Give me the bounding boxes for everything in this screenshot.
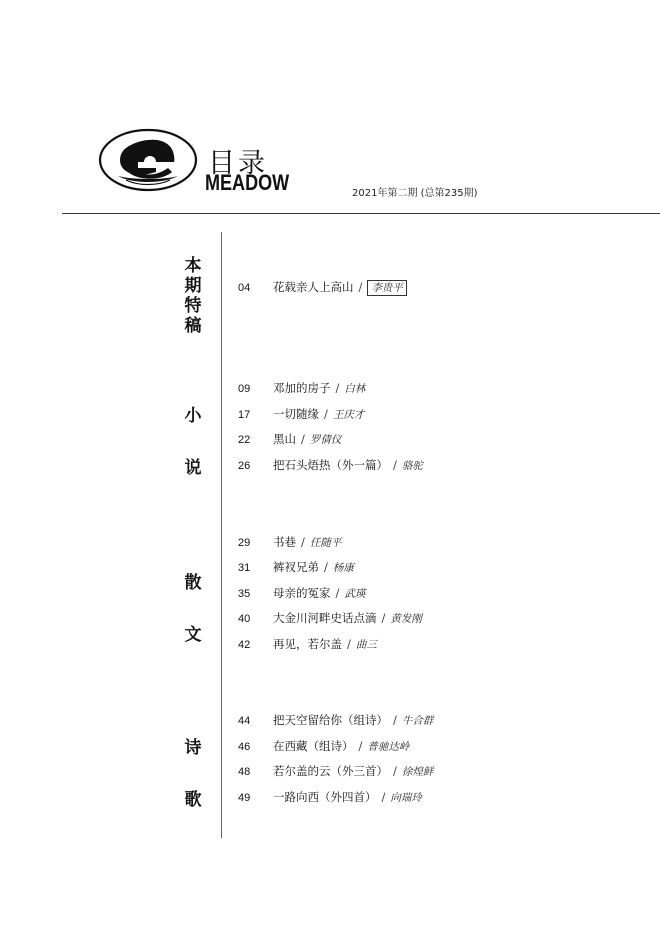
section-label-poetry: 诗 歌 bbox=[184, 738, 202, 810]
page-number: 26 bbox=[238, 460, 251, 472]
toc-entry[interactable]: 26 把石头焐热（外一篇） / 骆驼 bbox=[238, 456, 423, 474]
entry-title: 若尔盖的云（外三首） bbox=[273, 764, 388, 778]
toc-entry[interactable]: 04 花载亲人上高山 / 李贵平 bbox=[238, 278, 407, 296]
entry-author: 牛合群 bbox=[401, 715, 434, 727]
entry-author: 罗倩仪 bbox=[309, 434, 342, 446]
toc-entry[interactable]: 46 在西藏（组诗） / 普驰达岭 bbox=[238, 737, 409, 755]
page-number: 46 bbox=[238, 741, 251, 753]
page-number: 31 bbox=[238, 562, 251, 574]
toc-entry[interactable]: 17 一切随缘 / 王庆才 bbox=[238, 405, 364, 423]
toc-entry[interactable]: 40 大金川河畔史话点滴 / 黄发刚 bbox=[238, 609, 422, 627]
entry-title: 再见，若尔盖 bbox=[273, 637, 342, 651]
entry-title: 一路向西（外四首） bbox=[273, 790, 377, 804]
toc-entry[interactable]: 29 书巷 / 任随平 bbox=[238, 533, 341, 551]
entry-title: 书巷 bbox=[273, 535, 296, 549]
entry-author: 曲三 bbox=[355, 639, 377, 651]
toc-entry[interactable]: 22 黑山 / 罗倩仪 bbox=[238, 430, 341, 448]
toc-entry[interactable]: 31 裤衩兄弟 / 杨康 bbox=[238, 558, 354, 576]
entry-author: 武瑛 bbox=[344, 588, 366, 600]
page-number: 44 bbox=[238, 715, 251, 727]
page-number: 40 bbox=[238, 613, 251, 625]
entry-author: 骆驼 bbox=[401, 460, 423, 472]
section-label-fiction: 小 说 bbox=[184, 406, 202, 478]
page-number: 35 bbox=[238, 588, 251, 600]
column-divider bbox=[221, 232, 222, 838]
entry-title: 邓加的房子 bbox=[273, 381, 331, 395]
toc-entry[interactable]: 42 再见，若尔盖 / 曲三 bbox=[238, 635, 377, 653]
section-label-special: 本 期 特 稿 bbox=[184, 256, 202, 336]
entry-author: 任随平 bbox=[309, 537, 342, 549]
entry-author: 徐煌鲜 bbox=[401, 766, 434, 778]
entry-title: 黑山 bbox=[273, 432, 296, 446]
toc-entry[interactable]: 49 一路向西（外四首） / 向瑞玲 bbox=[238, 788, 422, 806]
section-label-prose: 散 文 bbox=[184, 573, 202, 645]
entry-author: 杨康 bbox=[332, 562, 354, 574]
entry-author: 黄发刚 bbox=[390, 613, 422, 625]
entry-title: 花载亲人上高山 bbox=[273, 280, 354, 294]
entry-author: 向瑞玲 bbox=[390, 792, 422, 804]
entry-title: 在西藏（组诗） bbox=[273, 739, 354, 753]
page-number: 22 bbox=[238, 434, 251, 446]
toc-entry[interactable]: 09 邓加的房子 / 白林 bbox=[238, 379, 365, 397]
page-number: 48 bbox=[238, 766, 251, 778]
page-number: 17 bbox=[238, 409, 251, 421]
magazine-name: MEADOW bbox=[205, 170, 290, 195]
entry-author: 白林 bbox=[344, 383, 366, 395]
entry-author: 李贵平 bbox=[367, 280, 407, 296]
toc-entry[interactable]: 35 母亲的冤家 / 武瑛 bbox=[238, 584, 365, 602]
issue-info: 2021年第二期 (总第235期) bbox=[352, 188, 478, 199]
entry-title: 裤衩兄弟 bbox=[273, 560, 319, 574]
entry-title: 一切随缘 bbox=[273, 407, 319, 421]
page-number: 09 bbox=[238, 383, 251, 395]
toc-entry[interactable]: 44 把天空留给你（组诗） / 牛合群 bbox=[238, 711, 433, 729]
toc-entry[interactable]: 48 若尔盖的云（外三首） / 徐煌鲜 bbox=[238, 762, 433, 780]
entry-title: 大金川河畔史话点滴 bbox=[273, 611, 377, 625]
entry-author: 王庆才 bbox=[332, 409, 365, 421]
page-number: 29 bbox=[238, 537, 251, 549]
header-divider bbox=[62, 213, 660, 214]
entry-title: 把石头焐热（外一篇） bbox=[273, 458, 388, 472]
magazine-logo bbox=[98, 128, 198, 196]
page-title: 目录 bbox=[208, 148, 268, 179]
page-number: 04 bbox=[238, 282, 251, 294]
page-number: 49 bbox=[238, 792, 251, 804]
entry-author: 普驰达岭 bbox=[367, 741, 410, 753]
entry-title: 把天空留给你（组诗） bbox=[273, 713, 388, 727]
entry-title: 母亲的冤家 bbox=[273, 586, 331, 600]
page-number: 42 bbox=[238, 639, 251, 651]
